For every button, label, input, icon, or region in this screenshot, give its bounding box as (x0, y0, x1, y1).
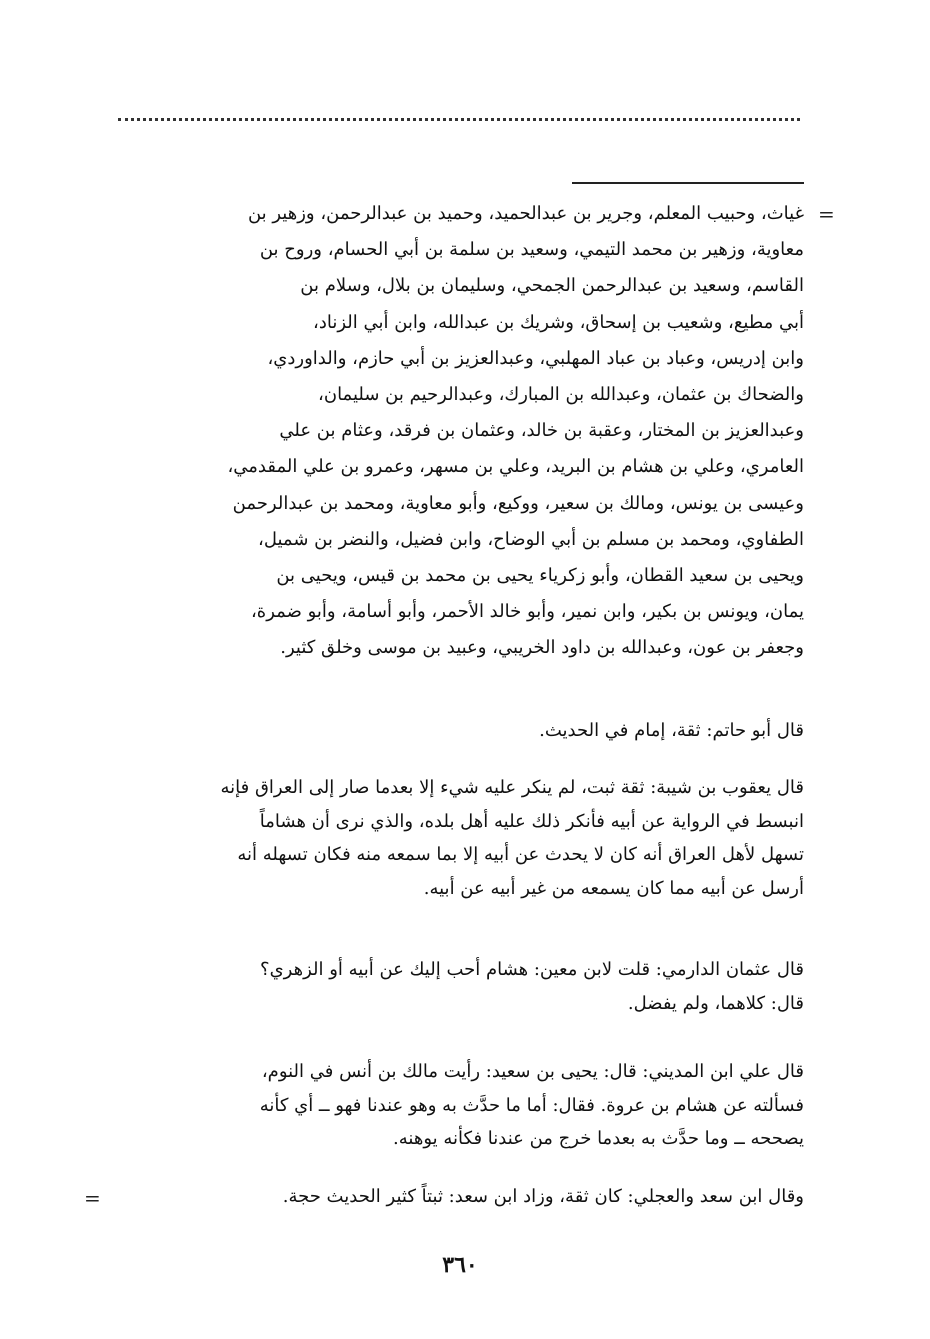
top-dotted-ornament (118, 118, 800, 127)
paragraph-ibn-sad-al-ijli: وقال ابن سعد والعجلي: كان ثقة، وزاد ابن سعد: ثبتاً كثير الحديث حجة. (282, 1186, 804, 1207)
paragraph-yaqub-ibn-shayba: قال يعقوب بن شيبة: ثقة ثبت، لم ينكر عليه شيء إلا بعدما صار إلى العراق فإنه انبسط في الرواية عن أبيه فأنكر ذلك عليه أهل بلده، والذي نرى أن هشاماً تسهل لأهل العراق أنه كان لا يحدث عن أبيه إلا بما سمعه منه فكان تسهله أنه أرسل عن أبيه مما كان يسمعه من غير أبيه عن أبيه. (220, 777, 804, 899)
footnote-text: غياث، وحبيب المعلم، وجرير بن عبدالحميد، وحميد بن عبدالرحمن، وزهير بن معاوية، وزهير بن محمد التيمي، وسعيد بن سلمة بن أبي الحسام، وروح بن القاسم، وسعيد بن عبدالرحمن الجمحي، وسليمان بن بلال، وسلام بن أبي مطيع، وشعيب بن إسحاق، وشريك بن عبدالله، وابن أبي الزناد، وابن إدريس، وعباد بن عباد المهلبي، وعبدالعزيز بن أبي حازم، والداوردي، والضحاك بن عثمان، وعبدالله بن المبارك، وعبدالرحيم بن سليمان، وعبدالعزيز بن المختار، وعقبة بن خالد، وعثمان بن فرقد، وعثام بن علي العامري، وعلي بن هشام بن البريد، وعلي بن مسهر، وعمرو بن علي المقدمي، وعيسى بن يونس، ومالك بن سعير، ووكيع، وأبو معاوية، ومحمد بن عبدالرحمن الطفاوي، ومحمد بن مسلم بن أبي الوضاح، وابن فضيل، والنضر بن شميل، ويحيى بن سعيد القطان، وأبو زكرياء يحيى بن محمد بن قيس، ويحيى بن يمان، ويونس بن بكير، وابن نمير، وأبو خالد الأحمر، وأبو أسامة، وأبو ضمرة، وجعفر بن عون، وعبدالله بن داود الخريبي، وعبيد بن موسى وخلق كثير. (227, 203, 804, 659)
bottom-continuation-mark: = (84, 1186, 101, 1210)
paragraph-abu-hatim: قال أبو حاتم: ثقة، إمام في الحديث. (539, 720, 804, 741)
page-number: ٣٦٠ (442, 1252, 478, 1278)
paragraph-ali-ibn-al-madini: قال علي ابن المديني: قال: يحيى بن سعيد: رأيت مالك بن أنس في النوم، فسألته عن هشام بن عروة. فقال: أما ما حدَّث به وهو عندنا فهو ــ أي كأنه يصححه ــ وما حدَّث به بعدما خرج من عندنا فكأنه يوهنه. (259, 1061, 804, 1149)
paragraph-uthman-al-darimi: قال عثمان الدارمي: قلت لابن معين: هشام أحب إليك عن أبيه أو الزهري؟ قال: كلاهما، ولم يفضل. (260, 959, 804, 1014)
footnote-separator-line (572, 182, 804, 184)
footnote-continuation-mark: = (818, 202, 835, 226)
